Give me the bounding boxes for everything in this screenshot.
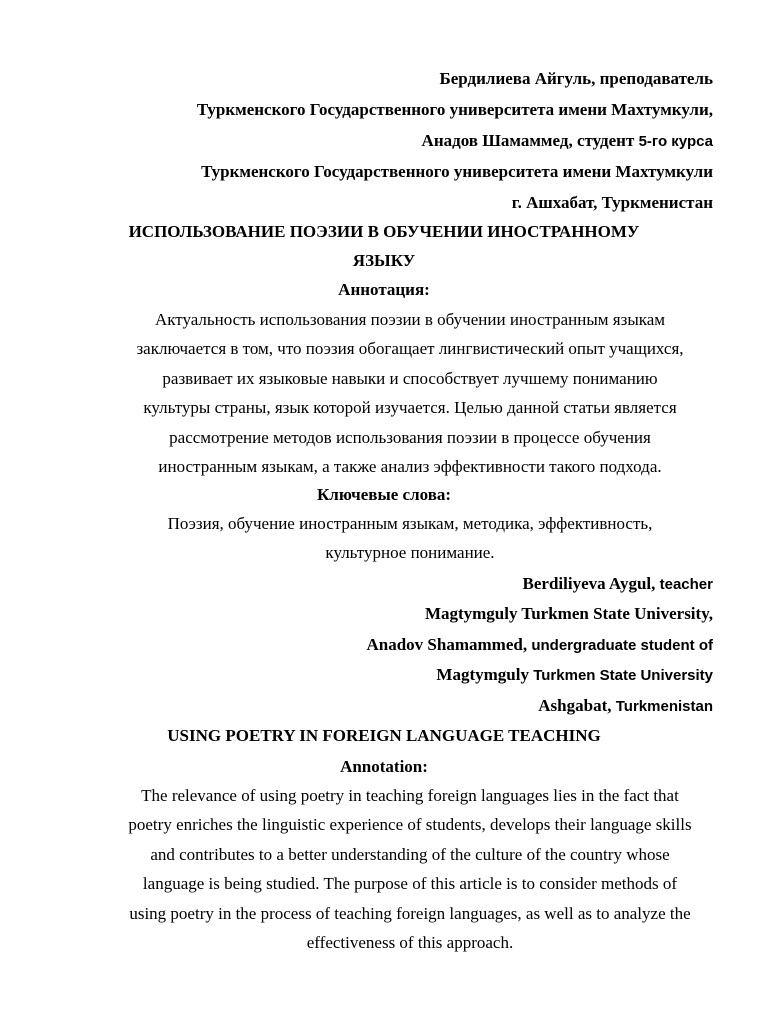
en-abstract-line: The relevance of using poetry in teaching foreign languages lies in the fact that: [141, 786, 679, 805]
en-affiliation-part-b: Turkmen State University: [533, 667, 713, 684]
ru-author2-role: 5-го курса: [638, 133, 713, 150]
ru-author2-affiliation: Туркменского Государственного университета имени Махтумкули: [201, 162, 713, 181]
ru-abstract-line: развивает их языковые навыки и способствует лучшему пониманию: [162, 368, 658, 388]
ru-abstract-body: [100, 305, 720, 481]
ru-keywords-line: Поэзия, обучение иностранным языкам, методика, эффективность,: [167, 514, 653, 533]
ru-author2-line: [422, 131, 713, 152]
en-abstract-line: and contributes to a better understanding of the culture of the country whose: [150, 844, 670, 864]
en-city-b: Turkmenistan: [615, 698, 713, 715]
en-author1-affiliation: Magtymguly Turkmen State University,: [424, 604, 713, 623]
en-city-a: Ashgabat,: [538, 696, 612, 715]
ru-abstract-line: заключается в том, что поэзия обогащает лингвистический опыт учащихся,: [136, 339, 684, 359]
en-author1-line: [523, 574, 713, 595]
en-author1-name: Berdiliyeva Aygul,: [522, 574, 656, 593]
ru-abstract-heading: Аннотация:: [338, 280, 430, 299]
ru-keywords-body: [100, 509, 720, 568]
ru-author1-name: Бердилиева Айгуль, преподаватель: [439, 69, 713, 88]
ru-author1-affiliation: Туркменского Государственного университета имени Махтумкули,: [196, 100, 713, 119]
en-title: USING POETRY IN FOREIGN LANGUAGE TEACHING: [167, 726, 601, 745]
ru-title-line1: ИСПОЛЬЗОВАНИЕ ПОЭЗИИ В ОБУЧЕНИИ ИНОСТРАННОМУ: [128, 222, 640, 241]
en-abstract-line: using poetry in the process of teaching foreign languages, as well as to analyze the: [129, 903, 691, 923]
en-author2-affiliation: [436, 665, 713, 686]
ru-author2-name: Анадов Шамаммед, студент: [421, 131, 635, 150]
ru-keywords-line: культурное понимание.: [325, 543, 495, 563]
ru-abstract-line: Актуальность использования поэзии в обучении иностранным языкам: [154, 310, 666, 329]
ru-title-line2: ЯЗЫКУ: [352, 251, 416, 270]
en-author1-role: teacher: [659, 576, 713, 593]
en-abstract-line: effectiveness of this approach.: [306, 933, 514, 953]
en-author2-name: Anadov Shamammed,: [366, 635, 528, 654]
en-abstract-line: poetry enriches the linguistic experience of students, develops their language skills: [128, 815, 692, 835]
ru-abstract-line: рассмотрение методов использования поэзии в процессе обучения: [169, 427, 651, 447]
en-abstract-line: language is being studied. The purpose of this article is to consider methods of: [142, 874, 678, 894]
en-city-line: [538, 696, 713, 717]
ru-abstract-line: иностранным языкам, а также анализ эффективности такого подхода.: [158, 457, 662, 477]
ru-keywords-heading: Ключевые слова:: [316, 485, 452, 504]
en-affiliation-part-a: Magtymguly: [436, 665, 529, 684]
en-abstract-heading: Annotation:: [340, 757, 428, 776]
en-author2-role: undergraduate student of: [531, 637, 713, 654]
ru-city: г. Ашхабат, Туркменистан: [511, 193, 713, 212]
en-author2-line: [366, 635, 713, 656]
ru-abstract-line: культуры страны, язык которой изучается. Целью данной статьи является: [143, 398, 677, 418]
en-abstract-body: [90, 781, 730, 957]
